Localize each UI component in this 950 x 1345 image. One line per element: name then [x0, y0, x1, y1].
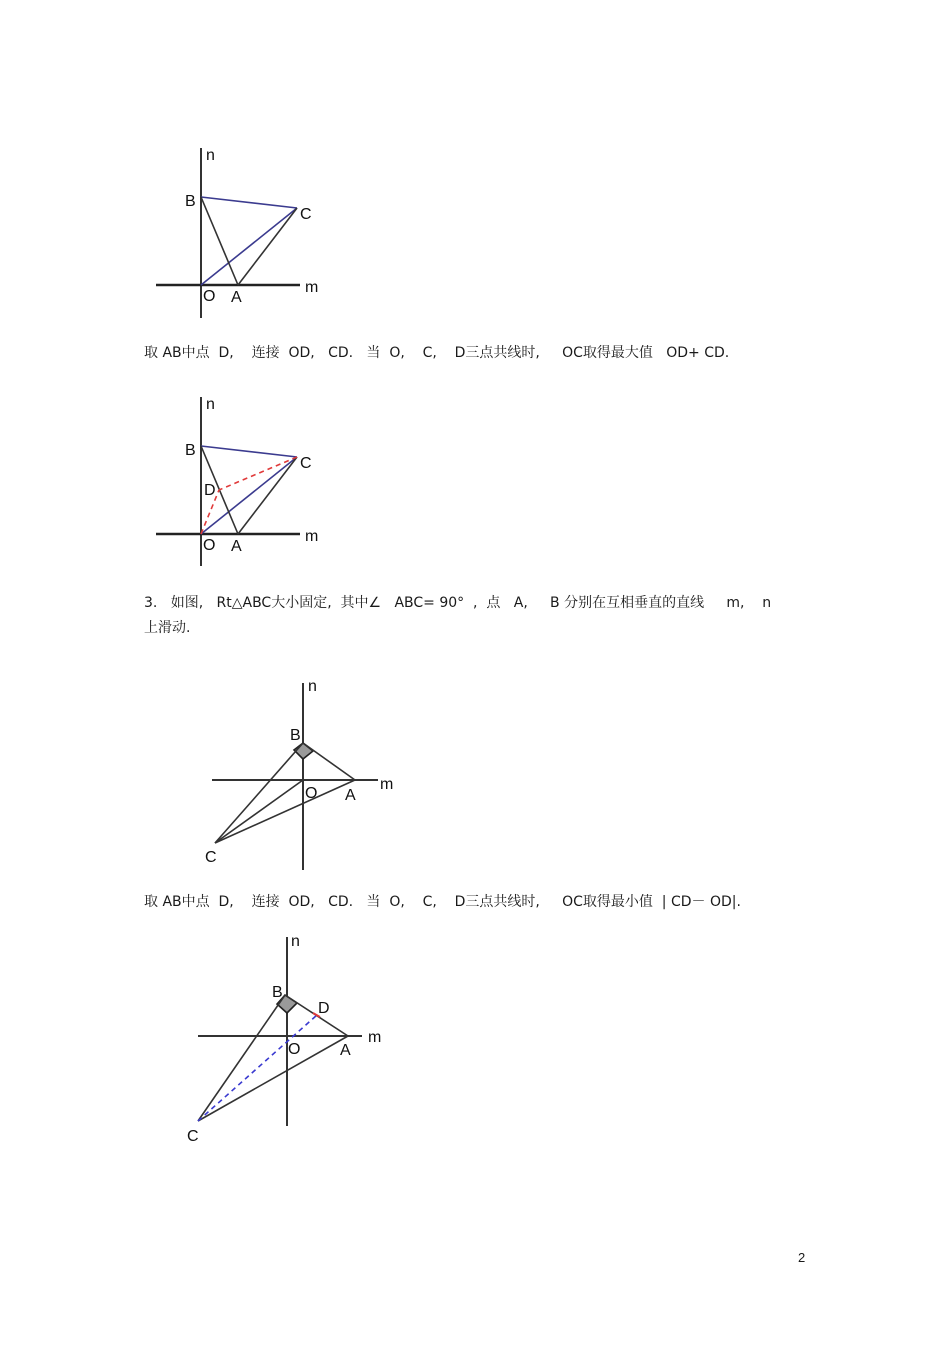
label-o: O: [203, 288, 216, 305]
label-c: C: [300, 206, 312, 223]
label-b: B: [185, 193, 196, 210]
label-c: C: [187, 1128, 199, 1145]
label-o: O: [305, 785, 318, 802]
label-b: B: [272, 984, 283, 1001]
solution-text-2: 取 AB中点 D, 连接 OD, CD. 当 O, C, D三点共线时, OC取得最小值 | CD－ OD|.: [144, 894, 741, 910]
label-o: O: [288, 1041, 301, 1058]
label-a: A: [231, 289, 242, 306]
page-number: 2: [798, 1250, 806, 1265]
label-n: n: [206, 147, 215, 164]
label-c: C: [205, 849, 217, 866]
problem-3-line-1: 3. 如图, Rt△ABC大小固定, 其中∠ ABC= 90° , 点 A, B 分别在互相垂直的直线 m, n: [144, 595, 772, 611]
dashed-cd: [198, 1015, 317, 1121]
label-n: n: [206, 396, 215, 413]
label-a: A: [231, 538, 242, 555]
segment-ca: [198, 1036, 348, 1121]
label-d: D: [318, 1000, 330, 1017]
label-c: C: [300, 455, 312, 472]
segment-bc: [198, 995, 285, 1121]
label-o: O: [203, 537, 216, 554]
label-a: A: [340, 1042, 351, 1059]
solution-text-1: 取 AB中点 D, 连接 OD, CD. 当 O, C, D三点共线时, OC取得最大值 OD+ CD.: [144, 345, 730, 361]
label-m: m: [305, 528, 319, 545]
problem-3-line-2: 上滑动.: [144, 620, 191, 636]
label-n: n: [291, 933, 300, 950]
label-m: m: [380, 776, 394, 793]
label-m: m: [305, 279, 319, 296]
label-n: n: [308, 678, 317, 695]
label-m: m: [368, 1029, 382, 1046]
label-d: D: [204, 482, 216, 499]
label-a: A: [345, 787, 356, 804]
label-b: B: [290, 727, 301, 744]
label-b: B: [185, 442, 196, 459]
